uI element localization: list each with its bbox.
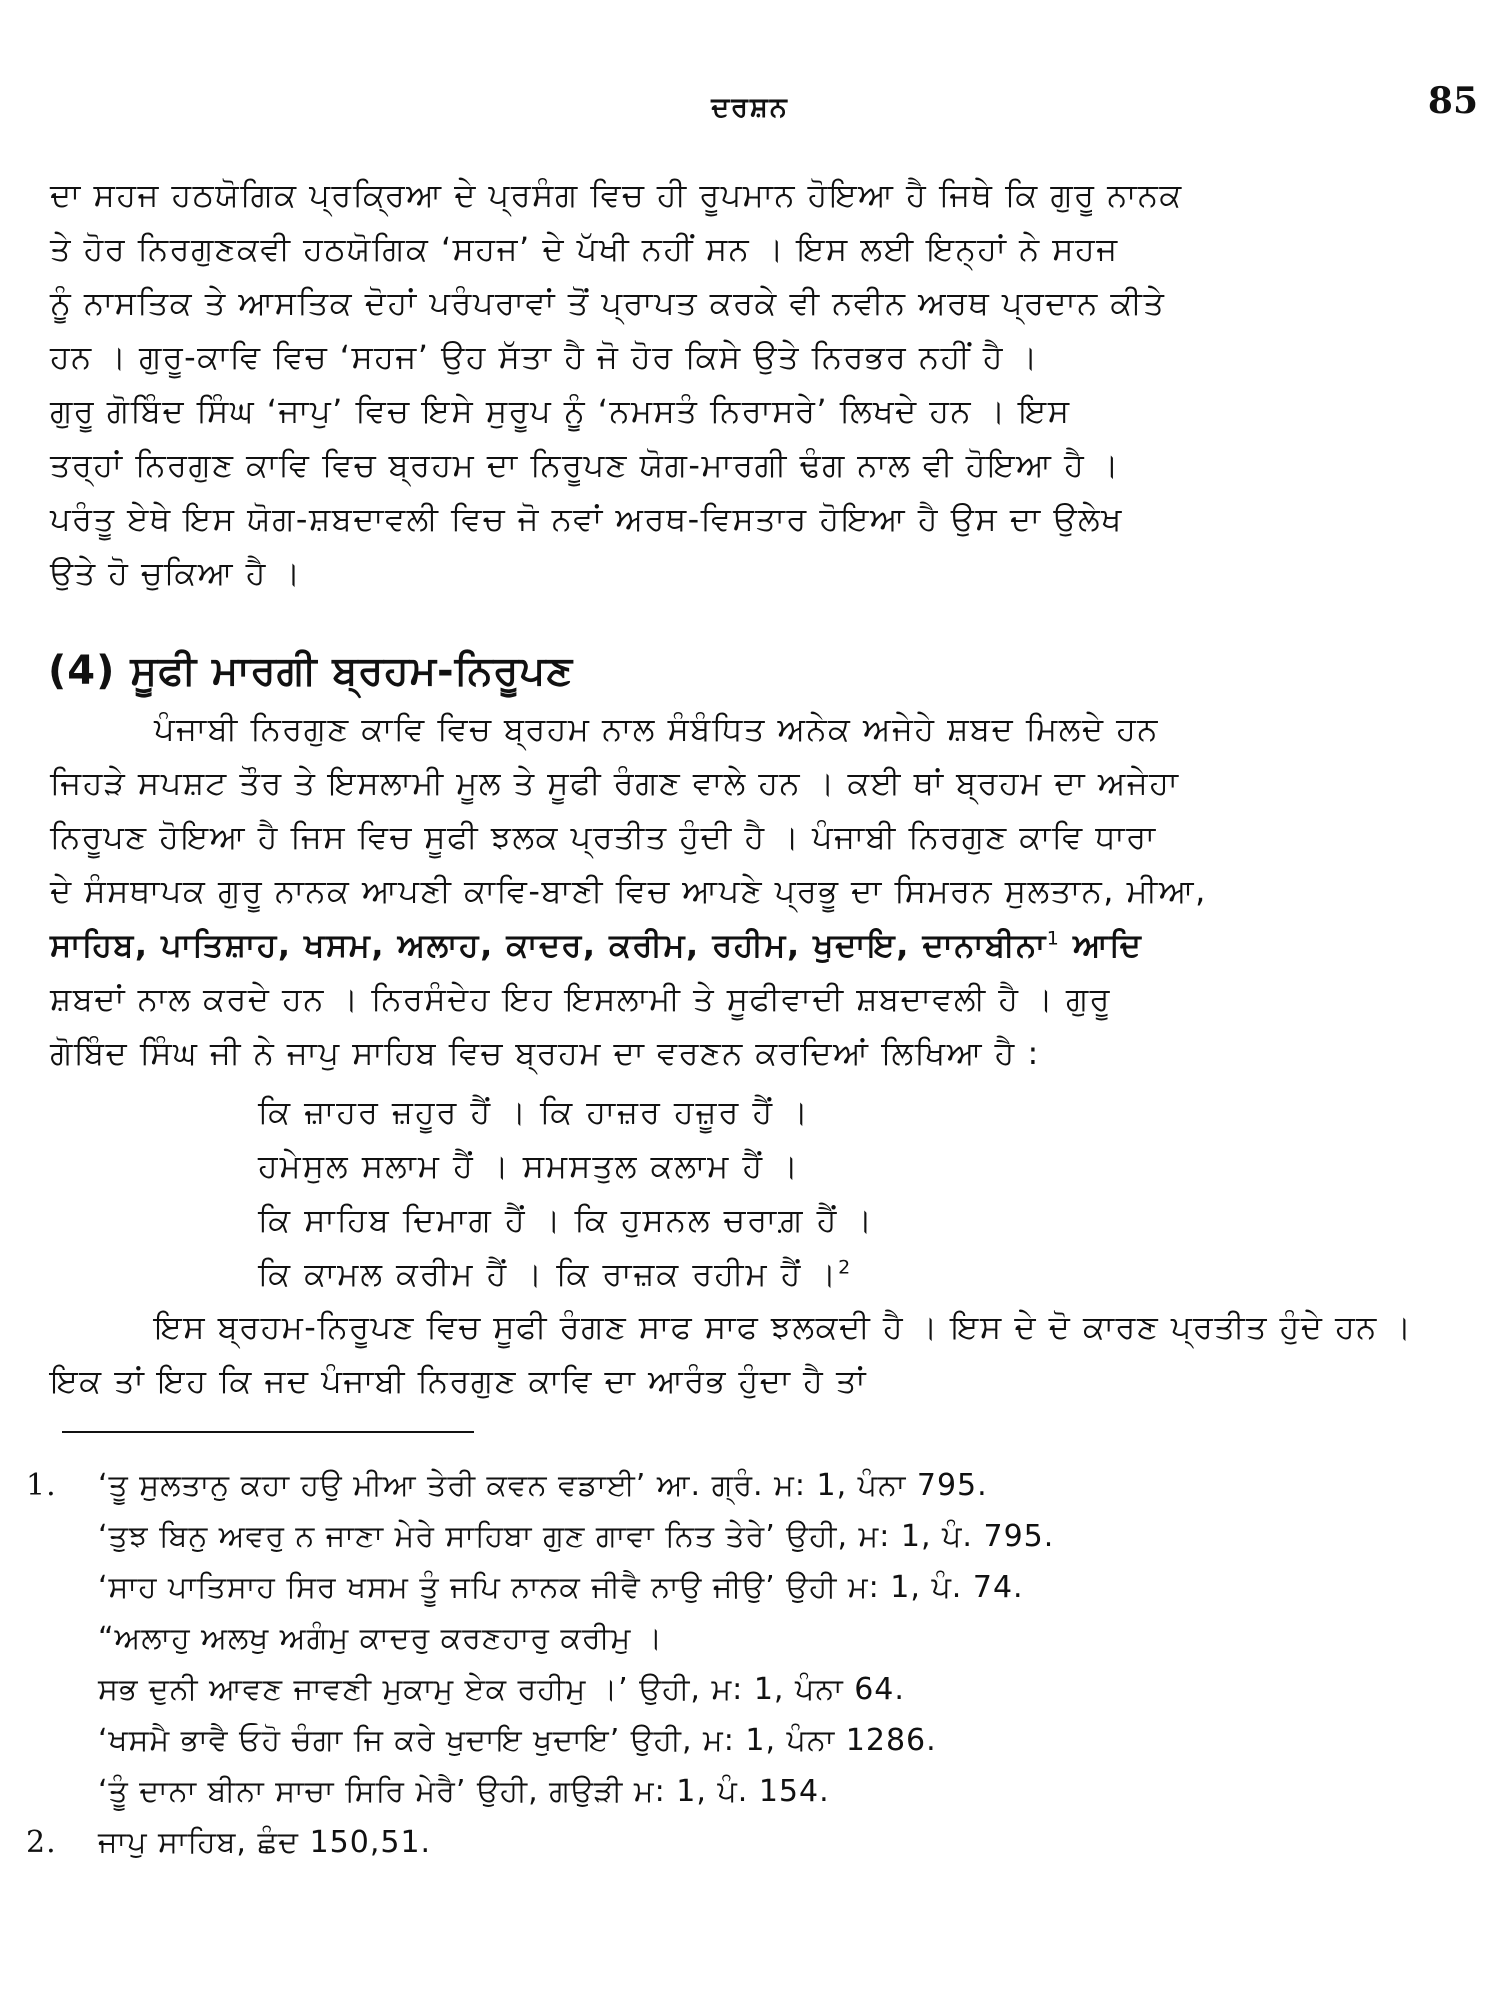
footnotes — [26, 1460, 1446, 1868]
verse-line: ਕਿ ਜ਼ਾਹਰ ਜ਼ਹੂਰ ਹੈਂ । ਕਿ ਹਾਜ਼ਰ ਹਜ਼ੂਰ ਹੈਂ । — [258, 1093, 810, 1131]
verse-block — [258, 1085, 874, 1301]
text-line: ਤੇ ਹੋਰ ਨਿਰਗੁਣਕਵੀ ਹਠਯੋਗਿਕ ‘ਸਹਜ’ ਦੇ ਪੱਖੀ ਨਹੀਂ ਸਨ । ਇਸ ਲਈ ਇਨ੍ਹਾਂ ਨੇ ਸਹਜ — [50, 230, 1119, 268]
footnote-line: “ਅਲਾਹੁ ਅਲਖੁ ਅਗੰਮੁ ਕਾਦਰੁ ਕਰਣਹਾਰੁ ਕਰੀਮੁ । — [98, 1621, 664, 1656]
paragraph-2 — [50, 702, 1460, 1080]
paragraph-1 — [50, 168, 1460, 600]
verse-line: ਹਮੇਸੁਲ ਸਲਾਮ ਹੈਂ । ਸਮਸਤੁਲ ਕਲਾਮ ਹੈਂ । — [258, 1147, 800, 1185]
text-line: ਦੇ ਸੰਸਥਾਪਕ ਗੁਰੂ ਨਾਨਕ ਆਪਣੀ ਕਾਵਿ-ਬਾਣੀ ਵਿਚ ਆਪਣੇ ਪ੍ਰਭੂ ਦਾ ਸਿਮਰਨ ਸੁਲਤਾਨ, ਮੀਆ, — [50, 872, 1207, 910]
verse-text: ਕਿ ਕਾਮਲ ਕਰੀਮ ਹੈਂ । ਕਿ ਰਾਜ਼ਕ ਰਹੀਮ ਹੈਂ । — [258, 1255, 839, 1293]
footnote-line: ‘ਤੁਝ ਬਿਨੁ ਅਵਰੁ ਨ ਜਾਣਾ ਮੇਰੇ ਸਾਹਿਬਾ ਗੁਣ ਗਾਵਾ ਨਿਤ ਤੇਰੇ’ ਉਹੀ, ਮ: 1, ਪੰ. 795. — [98, 1519, 1055, 1554]
footnote-ref: 2 — [838, 1256, 853, 1279]
paragraph-3 — [50, 1300, 1460, 1408]
footnote-number: 2. — [26, 1825, 57, 1860]
text-line: ਜਿਹੜੇ ਸਪਸ਼ਟ ਤੌਰ ਤੇ ਇਸਲਾਮੀ ਮੂਲ ਤੇ ਸੂਫੀ ਰੰਗਣ ਵਾਲੇ ਹਨ । ਕਈ ਥਾਂ ਬ੍ਰਹਮ ਦਾ ਅਜੇਹਾ — [50, 764, 1180, 802]
footnote-number: 1. — [26, 1468, 57, 1503]
verse-line: ਕਿ ਸਾਹਿਬ ਦਿਮਾਗ ਹੈਂ । ਕਿ ਹੁਸਨਲ ਚਰਾਗ਼ ਹੈਂ । — [258, 1201, 875, 1239]
text-line: ਨੂੰ ਨਾਸਤਿਕ ਤੇ ਆਸਤਿਕ ਦੋਹਾਂ ਪਰੰਪਰਾਵਾਂ ਤੋਂ ਪ੍ਰਾਪਤ ਕਰਕੇ ਵੀ ਨਵੀਨ ਅਰਥ ਪ੍ਰਦਾਨ ਕੀਤੇ — [50, 284, 1166, 322]
footnote-1 — [26, 1460, 1446, 1817]
footnote-body — [98, 1460, 1054, 1817]
section-heading: (4) ਸੂਫੀ ਮਾਰਗੀ ਬ੍ਰਹਮ-ਨਿਰੂਪਣ — [48, 648, 574, 694]
verse-line — [258, 1247, 874, 1301]
footnote-line: ਸਭ ਦੁਨੀ ਆਵਣ ਜਾਵਣੀ ਮੁਕਾਮੁ ਏਕ ਰਹੀਮੁ ।’ ਉਹੀ, ਮ: 1, ਪੰਨਾ 64. — [98, 1672, 905, 1707]
text-line: ਗੁਰੂ ਗੋਬਿੰਦ ਸਿੰਘ ‘ਜਾਪੁ’ ਵਿਚ ਇਸੇ ਸੁਰੂਪ ਨੂੰ ‘ਨਮਸਤੰ ਨਿਰਾਸਰੇ’ ਲਿਖਦੇ ਹਨ । ਇਸ — [50, 392, 1071, 430]
text-segment: ਆਦਿ — [1060, 926, 1143, 964]
text-line: ਦਾ ਸਹਜ ਹਠਯੋਗਿਕ ਪ੍ਰਕ੍ਰਿਆ ਦੇ ਪ੍ਰਸੰਗ ਵਿਚ ਹੀ ਰੂਪਮਾਨ ਹੋਇਆ ਹੈ ਜਿਥੇ ਕਿ ਗੁਰੂ ਨਾਨਕ — [50, 176, 1183, 214]
text-line: ਇਸ ਬ੍ਰਹਮ-ਨਿਰੂਪਣ ਵਿਚ ਸੂਫੀ ਰੰਗਣ ਸਾਫ ਸਾਫ ਝਲਕਦੀ ਹੈ । ਇਸ ਦੇ ਦੋ ਕਾਰਣ — [154, 1308, 1160, 1346]
text-line: ਹਨ । ਗੁਰੂ-ਕਾਵਿ ਵਿਚ ‘ਸਹਜ’ ਉਹ ਸੱਤਾ ਹੈ ਜੋ ਹੋਰ ਕਿਸੇ ਉਤੇ ਨਿਰਭਰ ਨਹੀਂ ਹੈ । — [50, 338, 1039, 376]
page-number: 85 — [1427, 80, 1478, 122]
footnote-ref: 1 — [1046, 927, 1061, 950]
text-segment: ਸਾਹਿਬ, ਪਾਤਿਸ਼ਾਹ, ਖਸਮ, ਅਲਾਹ, ਕਾਦਰ, ਕਰੀਮ, ਰਹੀਮ, ਖੁਦਾਇ, ਦਾਨਾਬੀਨਾ — [50, 926, 1047, 964]
text-line: ਪੰਜਾਬੀ ਨਿਰਗੁਣ ਕਾਵਿ ਵਿਚ ਬ੍ਰਹਮ ਨਾਲ ਸੰਬੰਧਿਤ ਅਨੇਕ ਅਜੇਹੇ ਸ਼ਬਦ ਮਿਲਦੇ ਹਨ — [154, 710, 1159, 748]
text-line: ਉਤੇ ਹੋ ਚੁਕਿਆ ਹੈ । — [50, 554, 302, 592]
footnote-line: ‘ਸਾਹ ਪਾਤਿਸਾਹ ਸਿਰ ਖਸਮ ਤੂੰ ਜਪਿ ਨਾਨਕ ਜੀਵੈ ਨਾਉ ਜੀਉ’ ਉਹੀ ਮ: 1, ਪੰ. 74. — [98, 1570, 1024, 1605]
footnote-line: ਜਾਪੁ ਸਾਹਿਬ, ਛੰਦ 150,51. — [98, 1825, 432, 1860]
text-line: ਗੋਬਿੰਦ ਸਿੰਘ ਜੀ ਨੇ ਜਾਪੁ ਸਾਹਿਬ ਵਿਚ ਬ੍ਰਹਮ ਦਾ ਵਰਣਨ ਕਰਦਿਆਂ ਲਿਖਿਆ ਹੈ : — [50, 1034, 1040, 1072]
running-head: ਦਰਸ਼ਨ — [711, 92, 789, 123]
footnote-body — [98, 1817, 431, 1868]
footnote-line: ‘ਤੂੰ ਦਾਨਾ ਬੀਨਾ ਸਾਚਾ ਸਿਰਿ ਮੇਰੈ’ ਉਹੀ, ਗਉੜੀ ਮ: 1, ਪੰ. 154. — [98, 1774, 830, 1809]
footnote-2 — [26, 1817, 1446, 1868]
text-line — [50, 918, 1460, 972]
footnote-line: ‘ਖਸਮੈ ਭਾਵੈ ਓਹੋ ਚੰਗਾ ਜਿ ਕਰੇ ਖੁਦਾਇ ਖੁਦਾਇ’ ਉਹੀ, ਮ: 1, ਪੰਨਾ 1286. — [98, 1723, 937, 1758]
text-line: ਤਰ੍ਹਾਂ ਨਿਰਗੁਣ ਕਾਵਿ ਵਿਚ ਬ੍ਰਹਮ ਦਾ ਨਿਰੂਪਣ ਯੋਗ-ਮਾਰਗੀ ਢੰਗ ਨਾਲ ਵੀ ਹੋਇਆ ਹੈ । — [50, 446, 1121, 484]
footnote-line: ‘ਤੂ ਸੁਲਤਾਨੁ ਕਹਾ ਹਉ ਮੀਆ ਤੇਰੀ ਕਵਨ ਵਡਾਈ’ ਆ. ਗ੍ਰੰ. ਮ: 1, ਪੰਨਾ 795. — [98, 1468, 988, 1503]
footnote-divider — [62, 1431, 474, 1433]
text-line: ਪਰੰਤੂ ਏਥੇ ਇਸ ਯੋਗ-ਸ਼ਬਦਾਵਲੀ ਵਿਚ ਜੋ ਨਵਾਂ ਅਰਥ-ਵਿਸਤਾਰ ਹੋਇਆ ਹੈ ਉਸ ਦਾ ਉਲੇਖ — [50, 500, 1123, 538]
text-line: ਨਿਰੂਪਣ ਹੋਇਆ ਹੈ ਜਿਸ ਵਿਚ ਸੂਫੀ ਝਲਕ ਪ੍ਰਤੀਤ ਹੁੰਦੀ ਹੈ । ਪੰਜਾਬੀ ਨਿਰਗੁਣ ਕਾਵਿ ਧਾਰਾ — [50, 818, 1157, 856]
text-line: ਪ੍ਰਤੀਤ ਹੁੰਦੇ ਹਨ । ਇਕ ਤਾਂ ਇਹ ਕਿ ਜਦ ਪੰਜਾਬੀ ਨਿਰਗੁਣ ਕਾਵਿ ਦਾ ਆਰੰਭ ਹੁੰਦਾ ਹੈ ਤਾਂ — [50, 1308, 1413, 1400]
text-line: ਸ਼ਬਦਾਂ ਨਾਲ ਕਰਦੇ ਹਨ । ਨਿਰਸੰਦੇਹ ਇਹ ਇਸਲਾਮੀ ਤੇ ਸੂਫੀਵਾਦੀ ਸ਼ਬਦਾਵਲੀ ਹੈ । ਗੁਰੂ — [50, 980, 1112, 1018]
